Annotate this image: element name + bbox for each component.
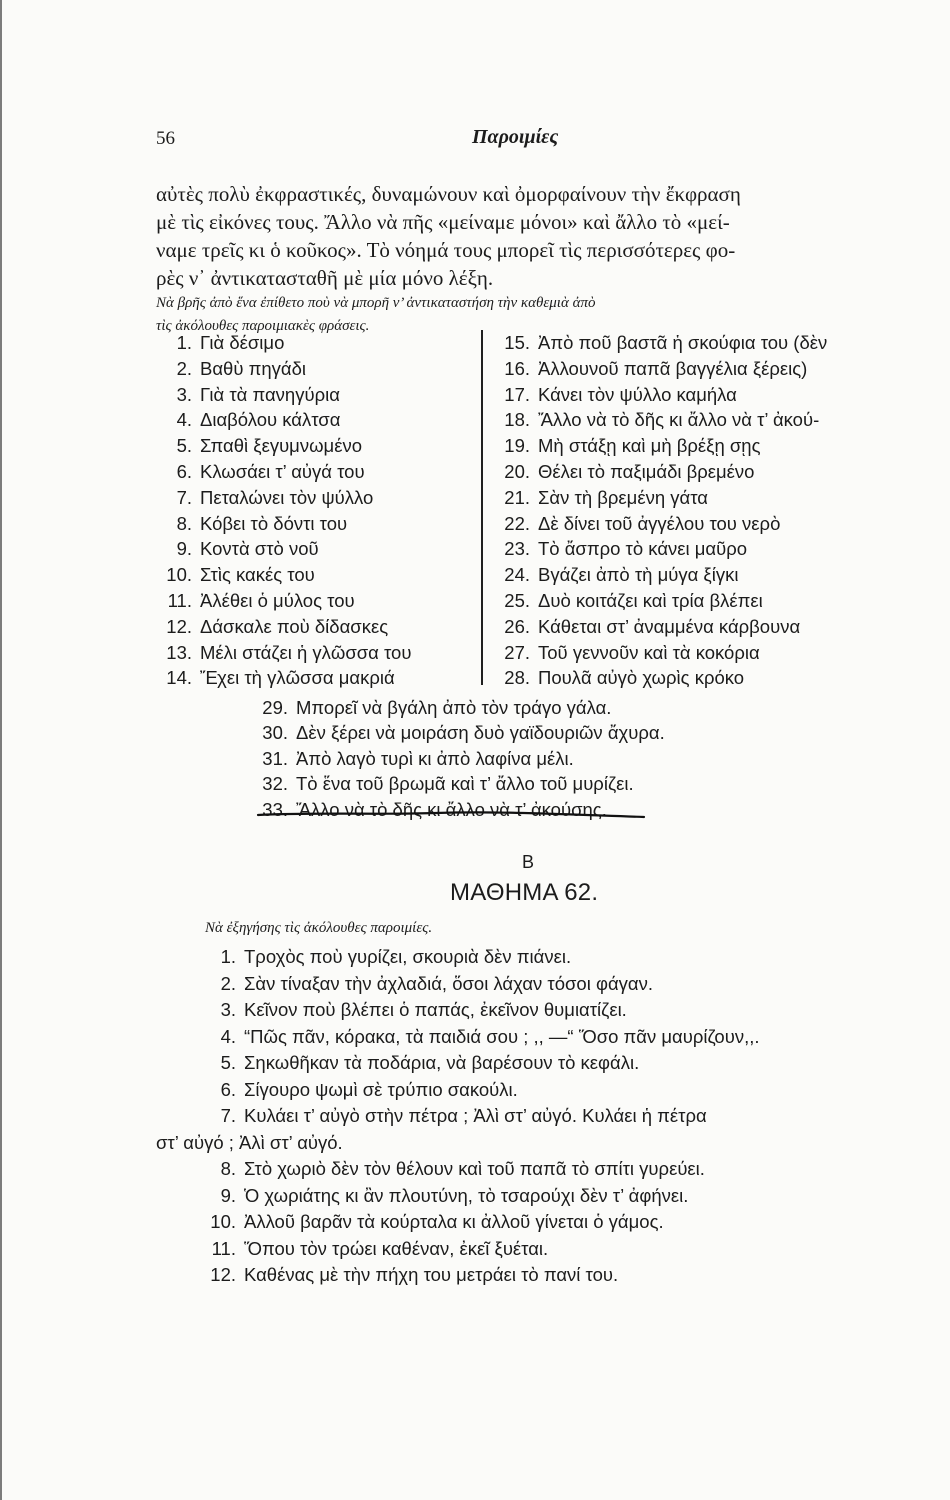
item-text: Τὸ ἄσπρο τὸ κάνει μαῦρο: [538, 538, 748, 560]
lesson-item: [200, 1209, 912, 1236]
item-text: Ὅπου τὸν τρώει καθέναν, ἐκεῖ ξυέται.: [244, 1237, 549, 1259]
lesson-item: [200, 1050, 912, 1077]
item-text: Σίγουρο ψωμὶ σὲ τρύπιο σακούλι.: [244, 1078, 518, 1100]
proverb-item: [500, 614, 827, 640]
item-number: 6.: [220, 1078, 236, 1100]
item-number: 3.: [176, 383, 192, 405]
item-text: Κάνει τὸν ψύλλο καμήλα: [538, 383, 737, 405]
item-number: 26.: [504, 615, 530, 637]
proverb-item: [162, 511, 411, 537]
item-text: Δὲν ξέρει νὰ μοιράση δυὸ γαϊδουριῶν ἄχυρα.: [296, 722, 665, 744]
lesson-item: [200, 1156, 912, 1183]
item-text: Στὶς κακές του: [200, 564, 315, 586]
lesson-item: [200, 944, 912, 971]
item-text: Καθένας μὲ τὴν πήχη του μετράει τὸ πανί του.: [244, 1264, 619, 1285]
proverb-item: [162, 433, 411, 459]
item-number: 24.: [504, 564, 530, 586]
item-number: 1.: [176, 332, 192, 353]
proverbs-left-column: [162, 330, 411, 691]
item-number: 28.: [504, 667, 530, 689]
proverb-item: [500, 665, 827, 691]
lesson-list: [156, 944, 912, 1289]
section-title: ΜΑΘΗΜΑ 62.: [450, 879, 599, 906]
item-number: 31.: [262, 747, 288, 769]
item-number: 15.: [504, 332, 530, 353]
item-number: 19.: [504, 435, 530, 457]
item-number: 9.: [220, 1184, 236, 1206]
page-number: 56: [156, 128, 175, 149]
item-number: 14.: [166, 667, 192, 689]
item-text: Γιὰ δέσιμο: [200, 332, 285, 353]
proverb-item: [500, 511, 827, 537]
item-text: Σηκωθῆκαν τὰ ποδάρια, νὰ βαρέσουν τὸ κεφάλι.: [244, 1052, 640, 1073]
item-text: Στὸ χωριὸ δὲν τὸν θέλουν καὶ τοῦ παπᾶ τὸ σπίτι γυρεύει.: [244, 1158, 705, 1179]
item-text: Ἀλλουνοῦ παπᾶ βαγγέλια ξέρεις): [538, 357, 808, 379]
item-text: Ἀλλοῦ βαρᾶν τὰ κούρταλα κι ἀλλοῦ γίνεται ὁ γάμος.: [244, 1211, 664, 1232]
proverb-item: [500, 640, 827, 666]
proverb-item: [258, 695, 665, 720]
lesson-item: [200, 1024, 912, 1051]
item-text: Ἀπὸ ποῦ βαστᾶ ἡ σκούφια του (δὲν: [538, 332, 828, 353]
item-number: 10.: [166, 564, 192, 586]
item-text: Μέλι στάζει ἡ γλῶσσα του: [200, 641, 412, 663]
scan-edge: [0, 0, 2, 1500]
proverb-item: [258, 746, 665, 771]
intro-paragraph: [156, 180, 908, 292]
lesson-item: [200, 971, 912, 998]
lesson-item: [200, 1183, 912, 1210]
item-text: Ἄλλο νὰ τὸ δῆς κι ἄλλο νὰ τ’ ἀκούσης.: [296, 798, 607, 820]
item-number: 4.: [220, 1025, 236, 1047]
item-text: Κοντὰ στὸ νοῦ: [200, 538, 319, 560]
lesson-item-continuation: [156, 1130, 912, 1157]
item-number: 33.: [262, 798, 288, 820]
item-number: 8.: [220, 1158, 236, 1179]
proverb-item: [500, 588, 827, 614]
item-text: Τροχὸς ποὺ γυρίζει, σκουριὰ δὲν πιάνει.: [244, 946, 572, 967]
instruction-line: Νὰ βρῆς ἀπὸ ἕνα ἐπίθετο ποὺ νὰ μπορῆ ν’ ἀντικαταστήση τὴν καθεμιὰ ἀπὸ: [156, 295, 596, 311]
lesson-instruction: Νὰ ἐξηγήσης τὶς ἀκόλουθες παροιμίες.: [205, 920, 433, 936]
item-number: 7.: [176, 486, 192, 508]
item-text: Μπορεῖ νὰ βγάλη ἀπὸ τὸν τράγο γάλα.: [296, 697, 612, 718]
item-text: Κόβει τὸ δόντι του: [200, 512, 348, 534]
proverb-item: [162, 640, 411, 666]
intro-line: αὐτὲς πολὺ ἐκφραστικές, δυναμώνουν καὶ ὀμορφαίνουν τὴν ἔκφραση: [156, 182, 741, 206]
lesson-item: [200, 1077, 912, 1104]
item-number: 3.: [220, 999, 236, 1020]
instruction-line: τὶς ἀκόλουθες παροιμιακὲς φράσεις.: [156, 318, 370, 334]
item-text: Πουλᾶ αὐγὸ χωρὶς κρόκο: [538, 667, 745, 689]
item-text: Κεῖνον ποὺ βλέπει ὁ παπάς, ἐκεῖνον θυμιατίζει.: [244, 999, 627, 1020]
item-text: Ὁ χωριάτης κι ἂν πλουτύνη, τὸ τσαρούχι δὲν τ’ ἀφήνει.: [244, 1184, 689, 1206]
item-text: Δάσκαλε ποὺ δίδασκες: [200, 615, 389, 637]
item-text: Διαβόλου κάλτσα: [200, 409, 341, 431]
lesson-item: [200, 1236, 912, 1263]
intro-line: ρὲς ν᾽ ἀντικατασταθῆ μὲ μία μόνο λέξη.: [156, 266, 494, 290]
proverb-item: [162, 536, 411, 562]
proverb-item: [162, 614, 411, 640]
item-number: 30.: [262, 722, 288, 744]
item-text: Μὴ στάξῃ καὶ μὴ βρέξῃ σῃς: [538, 435, 761, 457]
item-text: Ἀπὸ λαγὸ τυρὶ κι ἀπὸ λαφίνα μέλι.: [296, 747, 574, 769]
item-number: 16.: [504, 357, 530, 379]
proverb-item: [500, 433, 827, 459]
item-number: 18.: [504, 409, 530, 431]
item-number: 32.: [262, 773, 288, 795]
item-text: Σπαθὶ ξεγυμνωμένο: [200, 435, 362, 457]
proverb-item: [162, 356, 411, 382]
proverb-item: [500, 485, 827, 511]
item-number: 11.: [211, 1237, 236, 1259]
proverb-item: [162, 562, 411, 588]
intro-line: ναμε τρεῖς κι ὁ κοῦκος». Τὸ νόημά τους μπορεῖ τὶς περισσότερες φο-: [156, 238, 736, 262]
item-text: Ἀλέθει ὁ μύλος του: [200, 589, 355, 611]
proverb-item: [162, 459, 411, 485]
lesson-item: [200, 1103, 912, 1130]
item-number: 25.: [504, 589, 530, 611]
item-number: 5.: [220, 1052, 236, 1073]
item-number: 13.: [166, 641, 192, 663]
item-text: Ἔχει τὴ γλῶσσα μακριά: [200, 667, 395, 689]
item-text: στ’ αὐγό ; Ἀλὶ στ’ αὐγό.: [156, 1131, 343, 1153]
lesson-item: [200, 997, 912, 1024]
item-number: 8.: [176, 512, 192, 534]
item-text: Θέλει τὸ παξιμάδι βρεμένο: [538, 460, 755, 482]
lesson-item: [200, 1262, 912, 1289]
proverb-item: [258, 771, 665, 796]
item-number: 23.: [504, 538, 530, 560]
proverb-item: [162, 588, 411, 614]
proverb-item: [500, 330, 827, 356]
running-title: Παροιμίες: [472, 126, 559, 148]
item-number: 4.: [176, 409, 192, 431]
item-text: Δὲ δίνει τοῦ ἀγγέλου του νερὸ: [538, 512, 781, 534]
item-number: 27.: [504, 641, 530, 663]
item-text: Τοῦ γεννοῦν καὶ τὰ κοκόρια: [538, 641, 760, 663]
proverb-item: [162, 485, 411, 511]
proverb-item: [500, 459, 827, 485]
item-text: Βαθὺ πηγάδι: [200, 357, 306, 379]
proverb-item: [500, 407, 827, 433]
proverb-item: [162, 407, 411, 433]
item-text: Τὸ ἕνα τοῦ βρωμᾶ καὶ τ’ ἄλλο τοῦ μυρίζει.: [296, 773, 634, 795]
intro-line: μὲ τὶς εἰκόνες τους. Ἄλλο νὰ πῆς «μείναμε μόνοι» καὶ ἄλλο τὸ «μεί-: [156, 210, 730, 234]
proverb-item: [500, 382, 827, 408]
section-letter: Β: [522, 852, 535, 872]
item-text: Σὰν τὴ βρεμένη γάτα: [538, 486, 708, 508]
proverb-item: [258, 720, 665, 745]
item-text: Κλωσάει τ’ αὐγά του: [200, 460, 365, 482]
proverb-item: [162, 330, 411, 356]
item-number: 12.: [166, 615, 192, 637]
proverb-item: [162, 665, 411, 691]
item-text: Πεταλώνει τὸν ψύλλο: [200, 486, 374, 508]
item-number: 11.: [167, 589, 192, 611]
column-divider: [481, 330, 483, 685]
item-text: Ἄλλο νὰ τὸ δῆς κι ἄλλο νὰ τ’ ἀκού-: [538, 409, 820, 431]
item-number: 12.: [210, 1264, 236, 1285]
item-text: Δυὸ κοιτάζει καὶ τρία βλέπει: [538, 589, 763, 611]
item-number: 17.: [504, 383, 530, 405]
proverb-item: [500, 536, 827, 562]
item-number: 29.: [262, 697, 288, 718]
item-number: 2.: [176, 357, 192, 379]
item-text: “Πῶς πᾶν, κόρακα, τὰ παιδιά σου ; ,, —“ Ὅσο πᾶν μαυρίζουν,,.: [244, 1025, 760, 1047]
proverb-item: [500, 562, 827, 588]
item-number: 1.: [220, 946, 236, 967]
item-number: 7.: [220, 1105, 236, 1126]
item-text: Κάθεται στ’ ἀναμμένα κάρβουνα: [538, 615, 801, 637]
item-number: 10.: [210, 1211, 236, 1232]
struck-out-proverb: [258, 797, 665, 822]
item-text: Κυλάει τ’ αὐγὸ στὴν πέτρα ; Ἀλὶ στ’ αὐγό. Κυλάει ἡ πέτρα: [244, 1105, 707, 1126]
item-number: 21.: [504, 486, 530, 508]
proverbs-right-column: [500, 330, 827, 691]
item-number: 9.: [176, 538, 192, 560]
item-number: 22.: [504, 512, 530, 534]
proverb-item: [500, 356, 827, 382]
struck-line: [258, 797, 625, 822]
item-text: Βγάζει ἀπὸ τὴ μύγα ξίγκι: [538, 564, 739, 586]
item-number: 5.: [176, 435, 192, 457]
item-number: 6.: [176, 460, 192, 482]
proverbs-bottom-list: [258, 695, 665, 822]
item-number: 20.: [504, 460, 530, 482]
item-text: Σὰν τίναξαν τὴν ἀχλαδιά, ὅσοι λάχαν τόσοι φάγαν.: [244, 972, 653, 994]
proverb-item: [162, 382, 411, 408]
item-text: Γιὰ τὰ πανηγύρια: [200, 383, 340, 405]
item-number: 2.: [220, 972, 236, 994]
